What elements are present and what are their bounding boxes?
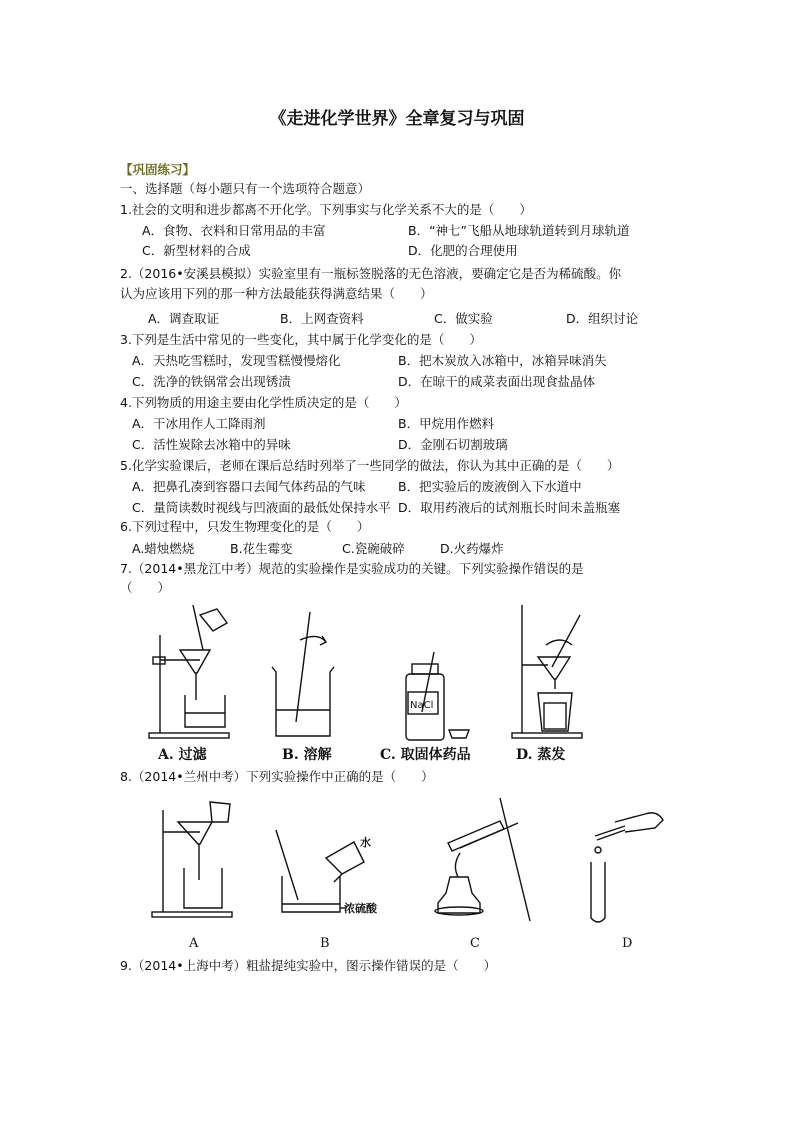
q7-figure-filtration — [145, 605, 240, 740]
q8-label-water: 水 — [360, 836, 371, 849]
q9-stem: 9.（2014•上海中考）粗盐提纯实验中，图示操作错误的是（ ） — [120, 958, 497, 973]
q1-option-d: D．化肥的合理使用 — [408, 243, 518, 258]
q1-stem: 1.社会的文明和进步都离不开化学。下列事实与化学关系不大的是（ ） — [120, 202, 532, 217]
page-title: 《走进化学世界》全章复习与巩固 — [269, 109, 525, 129]
q8-caption-a: A — [189, 936, 199, 951]
q5-option-a: A．把鼻孔凑到容器口去闻气体药品的气味 — [132, 479, 366, 494]
q7-caption-c: C. 取固体药品 — [380, 747, 471, 763]
q3-option-c: C．洗净的铁锅常会出现锈渍 — [132, 374, 291, 389]
q7-stem-cont: （ ） — [120, 580, 171, 595]
q2-option-a: A．调查取证 — [148, 311, 220, 326]
q8-caption-c: C — [470, 936, 480, 951]
q5-option-c: C．量筒读数时视线与凹液面的最低处保持水平 — [132, 500, 391, 515]
q8-caption-b: B — [320, 936, 330, 951]
q4-stem: 4.下列物质的用途主要由化学性质决定的是（ ） — [120, 395, 407, 410]
q4-option-c: C．活性炭除去冰箱中的异味 — [132, 437, 291, 452]
q6-option-b: B.花生霉变 — [230, 541, 293, 556]
q2-option-c: C．做实验 — [434, 311, 493, 326]
q3-option-a: A．天热吃雪糕时，发现雪糕慢慢熔化 — [132, 353, 341, 368]
q7-caption-b: B. 溶解 — [282, 747, 332, 763]
q6-stem: 6.下列过程中，只发生物理变化的是（ ） — [120, 519, 370, 534]
q1-option-c: C．新型材料的合成 — [142, 243, 251, 258]
q1-option-a: A．食物、衣料和日常用品的丰富 — [142, 223, 326, 238]
q6-option-d: D.火药爆炸 — [440, 541, 504, 556]
q3-stem: 3.下列是生活中常见的一些变化，其中属于化学变化的是（ ） — [120, 332, 482, 347]
q7-figure-dissolving — [268, 612, 343, 742]
q6-option-c: C.瓷碗破碎 — [342, 541, 405, 556]
q2-option-b: B．上网查资料 — [280, 311, 364, 326]
q2-stem: 2.（2016•安溪县模拟）实验室里有一瓶标签脱落的无色溶液，要确定它是否为稀硫酸。你 — [120, 266, 622, 281]
q8-figure-a — [148, 800, 243, 920]
q4-option-a: A．干冰用作人工降雨剂 — [132, 416, 266, 431]
q7-figure-evaporation — [508, 605, 593, 740]
q2-stem-cont: 认为应该用下列的那一种方法最能获得满意结果（ ） — [120, 286, 433, 301]
q4-option-d: D．金刚石切割玻璃 — [398, 437, 508, 452]
q6-option-a: A.蜡烛燃烧 — [132, 541, 195, 556]
q8-stem: 8.（2014•兰州中考）下列实验操作中正确的是（ ） — [120, 769, 434, 784]
q7-label-nacl: NaCl — [410, 700, 434, 711]
q7-figure-solid-reagent — [394, 652, 474, 742]
q5-option-b: B．把实验后的废液倒入下水道中 — [398, 479, 582, 494]
q8-figure-d — [585, 806, 675, 926]
q3-option-b: B．把木炭放入冰箱中，冰箱异味消失 — [398, 353, 607, 368]
q8-caption-d: D — [622, 936, 633, 951]
q5-stem: 5.化学实验课后，老师在课后总结时列举了一些同学的做法，你认为其中正确的是（ ） — [120, 458, 620, 473]
q8-figure-c — [420, 793, 540, 928]
section-tag: 【巩固练习】 — [120, 162, 196, 177]
q4-option-b: B．甲烷用作燃料 — [398, 416, 495, 431]
part-heading: 一、选择题（每小题只有一个选项符合题意） — [120, 181, 371, 196]
q5-option-d: D．取用药液后的试剂瓶长时间未盖瓶塞 — [398, 500, 621, 515]
q1-option-b: B．“神七”飞船从地球轨道转到月球轨道 — [408, 223, 630, 238]
q2-option-d: D．组织讨论 — [566, 311, 639, 326]
q3-option-d: D．在晾干的咸菜表面出现食盐晶体 — [398, 374, 596, 389]
q7-caption-d: D. 蒸发 — [516, 747, 566, 763]
q7-caption-a: A. 过滤 — [158, 747, 207, 763]
q8-label-acid: 浓硫酸 — [344, 902, 377, 915]
q8-figure-b — [268, 812, 388, 922]
q7-stem: 7.（2014•黑龙江中考）规范的实验操作是实验成功的关键。下列实验操作错误的是 — [120, 561, 584, 576]
